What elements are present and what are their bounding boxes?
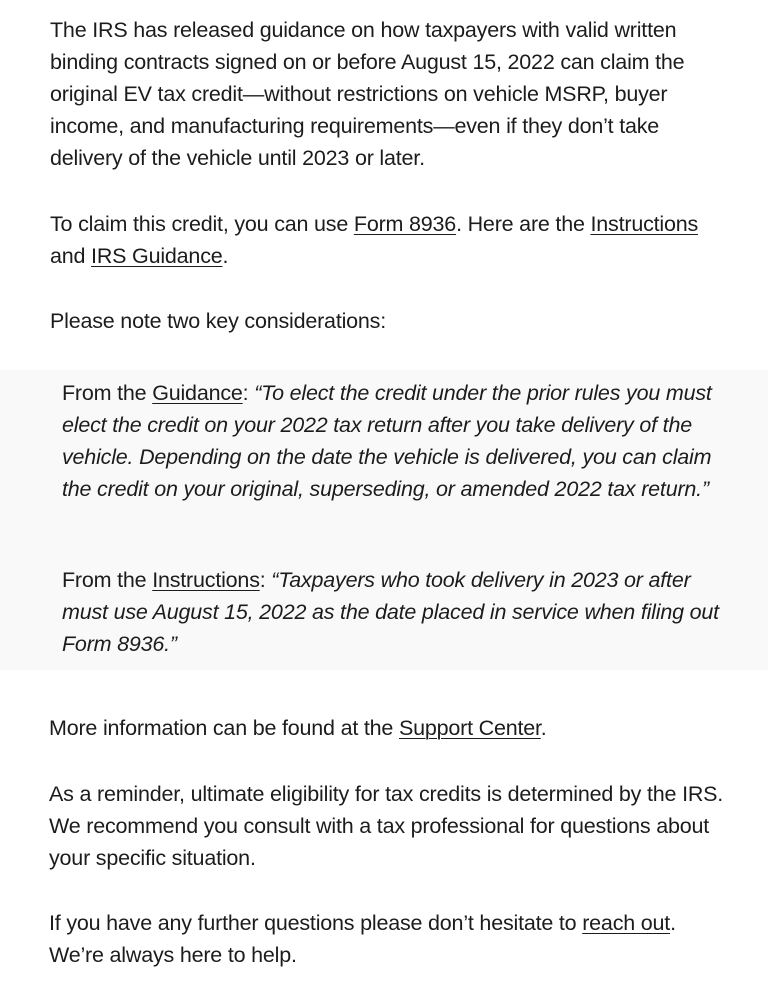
quote-prefix: From the xyxy=(62,568,153,592)
closing-prefix: If you have any further questions please don’t hesitate to xyxy=(49,911,583,935)
reach-out-link[interactable]: reach out xyxy=(582,911,671,935)
claim-prefix: To claim this credit, you can use xyxy=(50,212,354,236)
reminder-paragraph: As a reminder, ultimate eligibility for tax credits is determined by the IRS. We recommend you consult with a tax professional for questions about your specific situation. xyxy=(49,782,724,870)
claim-middle: . Here are the xyxy=(456,212,591,236)
guidance-link[interactable]: Guidance xyxy=(152,381,243,405)
support-suffix: . xyxy=(540,716,547,740)
intro-paragraph: The IRS has released guidance on how taxpayers with valid written binding contracts signed on or before August 15, 2022 can claim the original EV tax credit—without restrictions on vehicle MSRP, buyer income, and manufacturing requirements—even if they don’t take delivery of the vehicle until 2023 or later. xyxy=(50,18,685,170)
note-paragraph: Please note two key considerations: xyxy=(50,309,387,333)
claim-paragraph xyxy=(50,208,730,272)
quote-colon: : xyxy=(242,381,255,405)
instructions-quote xyxy=(62,564,732,660)
claim-and: and xyxy=(50,244,92,268)
closing-paragraph xyxy=(49,907,729,971)
irs-guidance-link[interactable]: IRS Guidance xyxy=(91,244,223,268)
claim-suffix: . xyxy=(222,244,229,268)
form-8936-link[interactable]: Form 8936 xyxy=(353,212,457,236)
instructions-quote-link[interactable]: Instructions xyxy=(152,568,260,592)
instructions-link[interactable]: Instructions xyxy=(590,212,699,236)
quote-colon: : xyxy=(259,568,272,592)
support-paragraph xyxy=(49,712,729,744)
support-prefix: More information can be found at the xyxy=(49,716,399,740)
guidance-quote-text: “To elect the credit under the prior rules you must elect the credit on your 2022 tax return after you take delivery of the vehicle. Depending on the date the vehicle is delivered, you can claim the credit on your original, superseding, or amended 2022 tax return.” xyxy=(62,381,712,501)
instructions-quote-text: “Taxpayers who took delivery in 2023 or after must use August 15, 2022 as the date placed in service when filing out Form 8936.” xyxy=(62,568,719,656)
support-center-link[interactable]: Support Center xyxy=(398,716,541,740)
quote-prefix: From the xyxy=(62,381,153,405)
closing-suffix: . We’re always here to help. xyxy=(49,911,676,967)
guidance-quote xyxy=(62,377,732,505)
